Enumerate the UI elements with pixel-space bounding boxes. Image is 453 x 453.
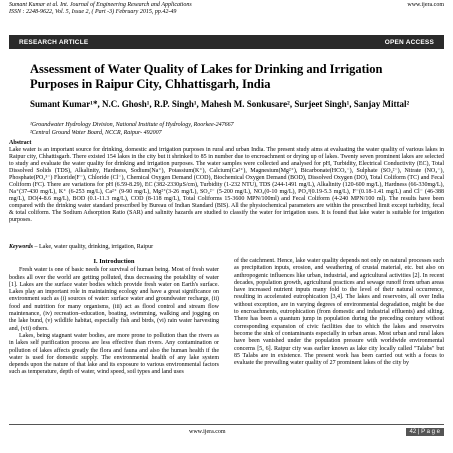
page-number: 42 | P a g e	[406, 428, 444, 436]
article-type-banner	[9, 35, 444, 49]
affiliation-1: ¹Groundwater Hydrology Division, National Institute of Hydrology, Roorkee-247667	[30, 122, 234, 128]
abstract	[9, 140, 444, 224]
affiliations	[30, 122, 425, 137]
left-column	[9, 258, 219, 377]
page-footer	[9, 424, 444, 439]
header-citation: Sumant Kumar et al. Int. Journal of Engineering Research and Applications	[9, 2, 192, 8]
paper-title: Assessment of Water Quality of Lakes for Drinking and Irrigation Purposes in Raipur City, Chhattisgarh, India	[30, 62, 383, 91]
header-issn: ISSN : 2248-9622, Vol. 5, Issue 2, ( Part -3) February 2015, pp.42-49	[9, 9, 177, 15]
intro-paragraph: of the catchment. Hence, lake water quality depends not only on natural processes such as precipitation inputs, erosion, and weathering of crustal material, etc. but also on anthropogenic influences like urban, industrial, and agricultural activities [2]. In recent decades, population growth, agricultural practices and sewage runoff from urban areas have increased nutrient inputs many fold to the level of their natural occurrence, resulting in accelerated eutrophication [3,4]. The lakes and reservoirs, all over India without exception, are in varying degrees of environmental degradation, might be due to encroachments, eutrophication (from domestic and industrial effluents) and silting. There has been a quantum jump in population during the preceding century without corresponding expansion of civic facilities due to which the lakes and reservoirs become the sink of contaminants especially in urban areas. Most urban and rural lakes have been vanished under the population pressure with worldwide environmental concerns [5, 6]. Raipur city was earlier known as lake city locally called "Talabs" but 85 Talabs are in existence. The present work has been carried out with a focus to evaluate the prevailing water quality of 27 prominent lakes of the city by	[234, 258, 444, 367]
banner-open-access: OPEN ACCESS	[384, 38, 434, 46]
abstract-text: Lake water is an important source for drinking, domestic and irrigation purposes in rural and urban India. The present study aims at evaluating the water quality of various lakes in Raipur city, Chhattisgarh. There existed 154 lakes in the city but it shrinked to 85 in number due to encroachment or drying up of lakes. Twenty seven prominent lakes are selected to study and evaluate the water quality for drinking and irrigation purposes. The water samples were collected and analysed for pH, Turbidity, Electrical Conductivity (EC), Total Dissolved Solids (TDS), Alkalinity, Hardness, Sodium(Na⁺), Potassium(K⁺), Calcium(Ca²⁺), Magnesium(Mg²⁺), Bicarbonate(HCO₃⁻), Sulphate (SO₄²⁻), Nitrate (NO₃⁻), Phosphate(PO₄³⁻) Fluoride(F⁻), Chloride (Cl⁻), Chemical Oxygen Demand (COD), Biochemical Oxygen Demand (BOD), Dissolved Oxygen (DO), Total Coliform (TC) and Fecal Coliform (FC). There are variations for pH (6.59-8.29), EC (382-2330µS/cm), Turbidity (1-232 NTU), TDS (244-1491 mg/L), Alkalinity (120-600 mg/L), Hardness (66-330mg/L), Na⁺(37-430 mg/L), K⁺ (6-253 mg/L), Ca²⁺ (9-90 mg/L), Mg²⁺(3-26 mg/L), SO₄²⁻ (5-200 mg/L), NO₃(0-10 mg/L), PO₄³(0.19-5.3 mg/L), F⁻(0.18-1.41 mg/L) and Cl⁻ (46-388 mg/L), DO(4-8.6 mg/L), BOD (0.1-11.3 mg/L), COD (8-118 mg/L), Total Coliforms 15-3600 MPN/100ml) and Fecal Coliform (4-240 MPN/100 ml). The results have been compared with the drinking water standard prescribed by Bureau of Indian Standard (BIS). All the physiochemical parameters are within the prescribed limit except turbidity, fecal & total coliform. The Sodium Adsorption Ratio (SAR) and salinity hazards are studied to classify the water for irrigation uses. It is found that lake water is suitable for irrigation purposes.	[9, 147, 444, 223]
keywords	[9, 244, 444, 251]
keywords-text: – Lake, water quality, drinking, irrigation, Raipur	[33, 244, 154, 250]
affiliation-2: ²Central Ground Water Board, NCCR, Raipur- 492007	[30, 129, 162, 136]
right-column	[234, 258, 444, 367]
banner-research-article: RESEARCH ARTICLE	[19, 38, 89, 46]
footer-url[interactable]: www.ijera.com	[189, 429, 226, 435]
intro-paragraph: Lakes, being stagnant water bodies, are more prone to pollution than the rivers as in lakes self purification process are less effective than rivers. Any contamination or pollution of lakes affects greatly the flora and fauna and also the human health if the water is used for domestic supply. The environmental health of any lake system depends upon the nature of that lake and its exposure to various environmental factors such as temperature, depth of water, wind speed, soil types and land uses	[9, 332, 219, 376]
running-header	[0, 0, 453, 28]
section-heading-introduction: I. Introduction	[93, 258, 135, 265]
keywords-label: Keywords	[9, 244, 33, 250]
author-list: Sumant Kumar¹*, N.C. Ghosh¹, R.P. Singh¹, Mahesh M. Sonkusare², Surjeet Singh¹, Sanjay Mittal²	[30, 99, 410, 109]
intro-paragraph: Fresh water is one of basic needs for survival of human being. Most of fresh water bodies all over the world are getting polluted, thus decreasing the potability of water [1]. Lakes are the surface water bodies which provide fresh water on Earth's surface. Lakes play an important role in maintaining ecology and have a great significance on environment such as (i) sources of water: surface water and groundwater recharge, (ii) food and nutrition for many organisms, (iii) act as flood control and stream flow maintenance, (iv) recreation–education, boating, swimming, walking and jogging on the lake bund, (v) wildlife habitat, especially fish and birds, (vi) rain water harvesting and, (vii) others.	[9, 267, 219, 332]
abstract-label: Abstract	[9, 140, 32, 146]
header-url[interactable]: www.ijera.com	[407, 2, 444, 8]
